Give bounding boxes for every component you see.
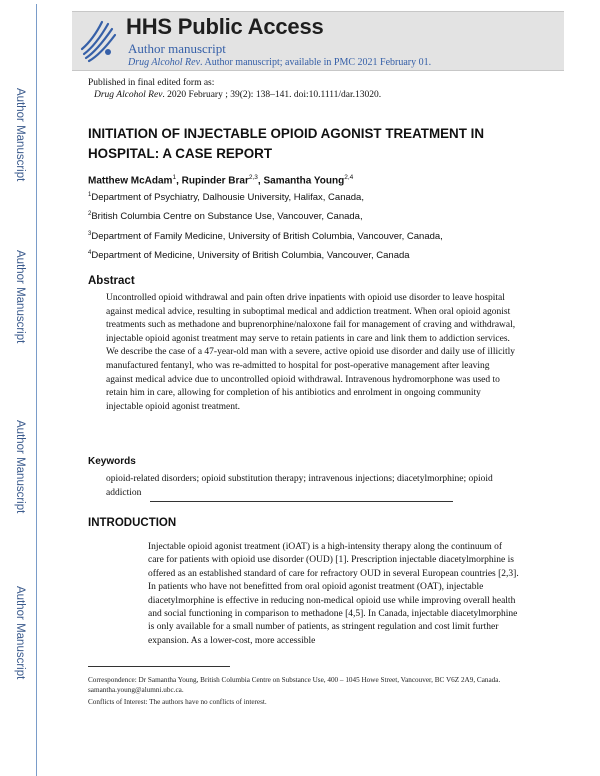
section-divider [150, 501, 453, 502]
hhs-eagle-logo-icon [78, 18, 118, 64]
margin-divider [36, 4, 37, 776]
published-label: Published in final edited form as: [88, 78, 215, 88]
affiliation-line [88, 231, 443, 242]
abstract-text: Uncontrolled opioid withdrawal and pain often drive inpatients with opioid use disorder to leave hospital against medical advice, resulting in suboptimal medical and addiction treatment. When oral opioid agonist treatments such as methadone and buprenorphine/naloxone fail for management of craving and withdrawal, injectable opioid agonist treatment may serve to retain patients in care and link them to addiction services. We describe the case of a 47-year-old man with a severe, active opioid use disorder and daily use of illicitly manufactured fentanyl, who was re-admitted to hospital for post-operative management after leaving against medical advice due to uncontrolled opioid withdrawal. Intravenous hydromorphone was used to retain him in care, allowing for completion of his antibiotics and enrolment in ongoing community injectable opioid agonist treatment. [106, 293, 516, 412]
affiliation-line [88, 211, 363, 222]
introduction-heading: INTRODUCTION [88, 517, 177, 529]
affiliation-line [88, 192, 364, 203]
author-separator: , [176, 175, 182, 187]
article-title: INITIATION OF INJECTABLE OPIOID AGONIST TREATMENT IN HOSPITAL: A CASE REPORT [88, 126, 485, 161]
journal-name: Drug Alcohol Rev [128, 57, 201, 68]
correspondence-footnote: Correspondence: Dr Samantha Young, British Columbia Centre on Substance Use, 400 – 1045 Howe Street, Vancouver, BC V6Z 2A9, Canada. samantha.young@alumni.ubc.ca. [88, 676, 501, 694]
keywords-text: opioid-related disorders; opioid substitution therapy; intravenous injections; diacetylmorphine; opioid addiction [106, 474, 493, 498]
author-name: Rupinder Brar [181, 175, 249, 187]
author-manuscript-label: Author manuscript [128, 41, 226, 56]
author-affiliation-mark: 2,3 [248, 174, 258, 181]
author-list [88, 174, 353, 186]
citation-details: . 2020 February ; 39(2): 138–141. doi:10.1111/dar.13020. [162, 90, 382, 100]
side-label-author-manuscript: Author Manuscript [14, 586, 26, 680]
hhs-header-banner [72, 11, 564, 71]
affiliation-text: Department of Medicine, University of British Columbia, Vancouver, Canada [91, 250, 410, 262]
availability-text: . Author manuscript; available in PMC 2021 February 01. [200, 57, 432, 68]
affiliation-mark: 4 [88, 250, 92, 256]
author-affiliation-mark: 2,4 [344, 174, 354, 181]
introduction-text: Injectable opioid agonist treatment (iOAT) is a high-intensity therapy along the continuum of care for patients with opioid use disorder (OUD) [1]. Prescription injectable diacetylmorphine is offered as an established standard of care for refractory OUD in several European countries [2,3]. In patients who have not benefitted from oral opioid agonist treatment (OAT), injectable diacetylmorphine is effective in reducing non-medical opioid use while improving overall health and social functioning in comparison to methadone [4,5]. In Canada, injectable diacetylmorphine is only available for a small number of patients, as stringent regulation and cost limit further expansion. As a lower-cost, more accessible [148, 542, 519, 646]
keywords-heading: Keywords [88, 456, 136, 467]
citation-journal: Drug Alcohol Rev [94, 90, 163, 100]
availability-line [128, 57, 431, 68]
author-name: Samantha Young [263, 175, 345, 187]
affiliation-mark: 1 [88, 192, 92, 198]
author-name: Matthew McAdam [88, 175, 173, 187]
affiliation-text: British Columbia Centre on Substance Use, Vancouver, Canada, [91, 211, 363, 223]
affiliation-text: Department of Psychiatry, Dalhousie University, Halifax, Canada, [91, 192, 364, 204]
affiliation-mark: 2 [88, 211, 92, 217]
side-label-author-manuscript: Author Manuscript [14, 250, 26, 344]
author-affiliation-mark: 1 [172, 174, 177, 181]
conflicts-footnote: Conflicts of Interest: The authors have no conflicts of interest. [88, 698, 267, 706]
citation-line [94, 90, 381, 100]
hhs-public-access-title: HHS Public Access [126, 14, 324, 39]
side-label-author-manuscript: Author Manuscript [14, 88, 26, 182]
affiliation-text: Department of Family Medicine, University of British Columbia, Vancouver, Canada, [91, 231, 443, 243]
abstract-heading: Abstract [88, 275, 135, 287]
side-label-author-manuscript: Author Manuscript [14, 420, 26, 514]
affiliation-mark: 3 [88, 231, 92, 237]
footnote-divider [88, 666, 230, 667]
affiliation-line [88, 250, 410, 261]
author-separator: , [257, 175, 264, 187]
